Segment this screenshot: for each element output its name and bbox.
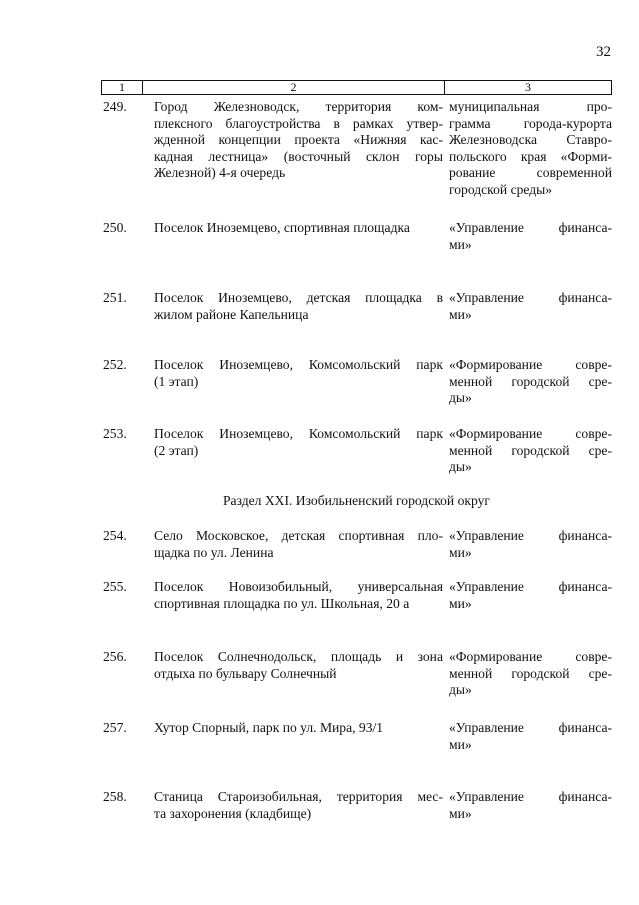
program-name-line: «Управление финанса- — [449, 528, 612, 543]
program-name-line: «Управление финанса- — [449, 789, 612, 804]
program-name — [449, 789, 612, 822]
object-name — [154, 579, 443, 612]
program-name — [449, 528, 612, 561]
object-name-line: Поселок Иноземцево, Комсомольский парк — [154, 426, 443, 441]
object-name — [154, 720, 443, 737]
program-name-line: ды» — [449, 459, 472, 475]
object-name-line: отдыха по бульвару Солнечный — [154, 665, 337, 681]
object-name-line: плексного благоустройства в рамках утвер- — [154, 115, 443, 131]
program-name-line: ми» — [449, 595, 472, 611]
object-name-line: Хутор Спорный, парк по ул. Мира, 93/1 — [154, 720, 384, 735]
row-number: 257. — [103, 720, 127, 735]
program-name-line: грамма города-курорта — [449, 115, 612, 131]
object-name — [154, 426, 443, 459]
table-header — [101, 80, 612, 95]
row-number: 253. — [103, 426, 127, 441]
object-name-line: Поселок Солнечнодольск, площадь и зона — [154, 649, 443, 664]
object-name-line: Железной) 4-я очередь — [154, 165, 286, 181]
page-number: 32 — [596, 44, 611, 60]
object-name-line: Поселок Новоизобильный, универсальная — [154, 579, 443, 594]
header-col-2: 2 — [143, 81, 445, 94]
program-name-line: «Управление финанса- — [449, 290, 612, 305]
program-name-line: ми» — [449, 306, 472, 322]
row-number: 251. — [103, 290, 127, 305]
program-name — [449, 649, 612, 699]
object-name — [154, 290, 443, 323]
header-col-1: 1 — [102, 81, 143, 94]
object-name-line: (1 этап) — [154, 373, 199, 389]
object-name-line: Поселок Иноземцево, Комсомольский парк — [154, 357, 443, 372]
object-name-line: спортивная площадка по ул. Школьная, 20 а — [154, 595, 410, 611]
object-name — [154, 220, 443, 237]
program-name-line: «Управление финанса- — [449, 720, 612, 735]
object-name — [154, 99, 443, 182]
program-name-line: польского края «Форми- — [449, 148, 612, 164]
program-name-line: муниципальная про- — [449, 99, 612, 114]
program-name-line: ды» — [449, 682, 472, 698]
object-name-line: Поселок Иноземцево, детская площадка в — [154, 290, 443, 305]
object-name-line: жденной концепции проекта «Нижняя кас- — [154, 132, 443, 148]
program-name-line: «Управление финанса- — [449, 579, 612, 594]
object-name — [154, 357, 443, 390]
program-name-line: «Формирование совре- — [449, 426, 612, 441]
object-name-line: Село Московское, детская спортивная пло- — [154, 528, 443, 543]
program-name-line: городской среды» — [449, 181, 553, 197]
program-name-line: «Формирование совре- — [449, 357, 612, 372]
object-name — [154, 789, 443, 822]
program-name-line: ми» — [449, 805, 472, 821]
program-name-line: Железноводска Ставро- — [449, 132, 612, 148]
program-name-line: менной городской сре- — [449, 665, 612, 681]
program-name-line: ми» — [449, 236, 472, 252]
row-number: 255. — [103, 579, 127, 594]
program-name-line: «Управление финанса- — [449, 220, 612, 235]
object-name-line: Станица Староизобильная, территория мес- — [154, 789, 443, 804]
object-name-line: Поселок Иноземцево, спортивная площадка — [154, 220, 410, 235]
object-name-line: кадная лестница» (восточный склон горы — [154, 148, 443, 164]
header-col-3: 3 — [525, 80, 531, 94]
program-name — [449, 579, 612, 612]
program-name-line: ды» — [449, 390, 472, 406]
program-name — [449, 720, 612, 753]
object-name-line: жилом районе Капельница — [154, 306, 309, 322]
program-name-line: ми» — [449, 736, 472, 752]
program-name-line: менной городской сре- — [449, 373, 612, 389]
object-name-line: Город Железноводск, территория ком- — [154, 99, 443, 114]
program-name — [449, 290, 612, 323]
object-name-line: та захоронения (кладбище) — [154, 805, 312, 821]
row-number: 252. — [103, 357, 127, 372]
program-name-line: менной городской сре- — [449, 442, 612, 458]
program-name — [449, 99, 612, 199]
row-number: 254. — [103, 528, 127, 543]
object-name — [154, 528, 443, 561]
row-number: 249. — [103, 99, 127, 114]
row-number: 258. — [103, 789, 127, 804]
program-name — [449, 220, 612, 253]
program-name-line: рование современной — [449, 165, 612, 181]
section-title: Раздел XXI. Изобильненский городской округ — [222, 493, 490, 508]
row-number: 256. — [103, 649, 127, 664]
program-name-line: ми» — [449, 544, 472, 560]
program-name — [449, 357, 612, 407]
object-name — [154, 649, 443, 682]
program-name — [449, 426, 612, 476]
row-number: 250. — [103, 220, 127, 235]
object-name-line: щадка по ул. Ленина — [154, 544, 274, 560]
object-name-line: (2 этап) — [154, 442, 199, 458]
program-name-line: «Формирование совре- — [449, 649, 612, 664]
